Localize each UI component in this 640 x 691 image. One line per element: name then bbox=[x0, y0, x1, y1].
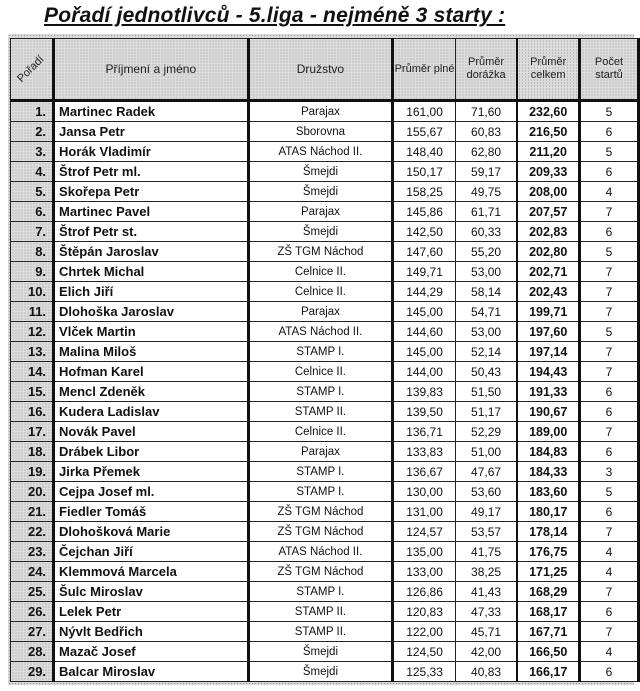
avg-clear-cell: 53,60 bbox=[455, 482, 517, 502]
rank-cell: 23. bbox=[11, 542, 54, 562]
name-cell: Lelek Petr bbox=[54, 602, 248, 622]
avg-full-cell: 122,00 bbox=[393, 622, 455, 642]
avg-total-cell: 184,33 bbox=[517, 462, 579, 482]
name-cell: Štěpán Jaroslav bbox=[54, 242, 248, 262]
avg-total-cell: 202,80 bbox=[517, 242, 579, 262]
rank-cell: 15. bbox=[11, 382, 54, 402]
avg-total-cell: 171,25 bbox=[517, 562, 579, 582]
table-row bbox=[11, 101, 639, 122]
avg-full-cell: 124,50 bbox=[393, 642, 455, 662]
team-cell: STAMP II. bbox=[248, 622, 393, 642]
avg-full-cell: 149,71 bbox=[393, 262, 455, 282]
table-row bbox=[11, 662, 639, 682]
name-cell: Hofman Karel bbox=[54, 362, 248, 382]
starts-cell: 4 bbox=[580, 542, 639, 562]
starts-cell: 6 bbox=[580, 402, 639, 422]
table-row bbox=[11, 222, 639, 242]
name-cell: Kudera Ladislav bbox=[54, 402, 248, 422]
header-name: Příjmení a jméno bbox=[54, 39, 248, 101]
team-cell: Parajax bbox=[248, 442, 393, 462]
avg-full-cell: 147,60 bbox=[393, 242, 455, 262]
name-cell: Štrof Petr st. bbox=[54, 222, 248, 242]
avg-total-cell: 197,60 bbox=[517, 322, 579, 342]
name-cell: Skořepa Petr bbox=[54, 182, 248, 202]
team-cell: Parajax bbox=[248, 202, 393, 222]
avg-full-cell: 139,83 bbox=[393, 382, 455, 402]
ranking-table bbox=[10, 38, 640, 682]
rank-cell: 4. bbox=[11, 162, 54, 182]
table-row bbox=[11, 562, 639, 582]
team-cell: ZŠ TGM Náchod bbox=[248, 562, 393, 582]
avg-total-cell: 168,29 bbox=[517, 582, 579, 602]
table-row bbox=[11, 522, 639, 542]
avg-full-cell: 145,00 bbox=[393, 342, 455, 362]
team-cell: Parajax bbox=[248, 101, 393, 122]
header-avg-total: Průměr celkem bbox=[517, 39, 579, 101]
avg-clear-cell: 38,25 bbox=[455, 562, 517, 582]
team-cell: Parajax bbox=[248, 302, 393, 322]
name-cell: Martinec Radek bbox=[54, 101, 248, 122]
avg-full-cell: 124,57 bbox=[393, 522, 455, 542]
rank-cell: 9. bbox=[11, 262, 54, 282]
rank-cell: 2. bbox=[11, 122, 54, 142]
avg-clear-cell: 45,71 bbox=[455, 622, 517, 642]
avg-full-cell: 133,83 bbox=[393, 442, 455, 462]
starts-cell: 5 bbox=[580, 101, 639, 122]
name-cell: Fiedler Tomáš bbox=[54, 502, 248, 522]
rank-cell: 10. bbox=[11, 282, 54, 302]
starts-cell: 6 bbox=[580, 502, 639, 522]
avg-total-cell: 180,17 bbox=[517, 502, 579, 522]
starts-cell: 4 bbox=[580, 562, 639, 582]
header-avg-clear: Průměr dorážka bbox=[455, 39, 517, 101]
avg-full-cell: 161,00 bbox=[393, 101, 455, 122]
rank-cell: 14. bbox=[11, 362, 54, 382]
avg-total-cell: 194,43 bbox=[517, 362, 579, 382]
avg-total-cell: 202,83 bbox=[517, 222, 579, 242]
team-cell: Šmejdi bbox=[248, 222, 393, 242]
avg-full-cell: 131,00 bbox=[393, 502, 455, 522]
starts-cell: 7 bbox=[580, 302, 639, 322]
rank-cell: 28. bbox=[11, 642, 54, 662]
name-cell: Malina Miloš bbox=[54, 342, 248, 362]
table-row bbox=[11, 622, 639, 642]
team-cell: ATAS Náchod II. bbox=[248, 542, 393, 562]
table-row bbox=[11, 282, 639, 302]
avg-clear-cell: 40,83 bbox=[455, 662, 517, 682]
avg-total-cell: 216,50 bbox=[517, 122, 579, 142]
table-row bbox=[11, 182, 639, 202]
avg-total-cell: 168,17 bbox=[517, 602, 579, 622]
avg-total-cell: 207,57 bbox=[517, 202, 579, 222]
rank-cell: 5. bbox=[11, 182, 54, 202]
name-cell: Jansa Petr bbox=[54, 122, 248, 142]
team-cell: Celnice II. bbox=[248, 422, 393, 442]
avg-full-cell: 120,83 bbox=[393, 602, 455, 622]
table-row bbox=[11, 582, 639, 602]
starts-cell: 6 bbox=[580, 662, 639, 682]
name-cell: Jirka Přemek bbox=[54, 462, 248, 482]
name-cell: Drábek Libor bbox=[54, 442, 248, 462]
team-cell: ZŠ TGM Náchod bbox=[248, 502, 393, 522]
starts-cell: 7 bbox=[580, 622, 639, 642]
rank-cell: 22. bbox=[11, 522, 54, 542]
table-row bbox=[11, 122, 639, 142]
team-cell: STAMP I. bbox=[248, 482, 393, 502]
avg-total-cell: 199,71 bbox=[517, 302, 579, 322]
name-cell: Chrtek Michal bbox=[54, 262, 248, 282]
avg-total-cell: 209,33 bbox=[517, 162, 579, 182]
avg-clear-cell: 51,00 bbox=[455, 442, 517, 462]
avg-clear-cell: 61,71 bbox=[455, 202, 517, 222]
starts-cell: 5 bbox=[580, 142, 639, 162]
avg-full-cell: 144,60 bbox=[393, 322, 455, 342]
starts-cell: 7 bbox=[580, 582, 639, 602]
avg-clear-cell: 55,20 bbox=[455, 242, 517, 262]
starts-cell: 5 bbox=[580, 322, 639, 342]
avg-full-cell: 155,67 bbox=[393, 122, 455, 142]
avg-clear-cell: 59,17 bbox=[455, 162, 517, 182]
rank-cell: 29. bbox=[11, 662, 54, 682]
team-cell: ZŠ TGM Náchod bbox=[248, 242, 393, 262]
avg-clear-cell: 50,43 bbox=[455, 362, 517, 382]
table-row bbox=[11, 642, 639, 662]
avg-total-cell: 189,00 bbox=[517, 422, 579, 442]
name-cell: Nývlt Bedřich bbox=[54, 622, 248, 642]
table-body bbox=[11, 101, 639, 682]
rank-cell: 26. bbox=[11, 602, 54, 622]
team-cell: ZŠ TGM Náchod bbox=[248, 522, 393, 542]
team-cell: STAMP I. bbox=[248, 342, 393, 362]
starts-cell: 7 bbox=[580, 422, 639, 442]
table-row bbox=[11, 302, 639, 322]
avg-full-cell: 126,86 bbox=[393, 582, 455, 602]
name-cell: Klemmová Marcela bbox=[54, 562, 248, 582]
name-cell: Mencl Zdeněk bbox=[54, 382, 248, 402]
table-row bbox=[11, 482, 639, 502]
table-row bbox=[11, 142, 639, 162]
team-cell: STAMP II. bbox=[248, 602, 393, 622]
avg-full-cell: 144,00 bbox=[393, 362, 455, 382]
avg-full-cell: 150,17 bbox=[393, 162, 455, 182]
name-cell: Martinec Pavel bbox=[54, 202, 248, 222]
starts-cell: 3 bbox=[580, 462, 639, 482]
name-cell: Mazač Josef bbox=[54, 642, 248, 662]
starts-cell: 7 bbox=[580, 342, 639, 362]
header-starts: Počet startů bbox=[580, 39, 639, 101]
team-cell: ATAS Náchod II. bbox=[248, 142, 393, 162]
table-row bbox=[11, 362, 639, 382]
avg-total-cell: 176,75 bbox=[517, 542, 579, 562]
rank-cell: 20. bbox=[11, 482, 54, 502]
table-row bbox=[11, 402, 639, 422]
team-cell: Šmejdi bbox=[248, 162, 393, 182]
avg-full-cell: 125,33 bbox=[393, 662, 455, 682]
starts-cell: 7 bbox=[580, 282, 639, 302]
name-cell: Šulc Miroslav bbox=[54, 582, 248, 602]
team-cell: Šmejdi bbox=[248, 182, 393, 202]
team-cell: STAMP I. bbox=[248, 382, 393, 402]
name-cell: Balcar Miroslav bbox=[54, 662, 248, 682]
avg-total-cell: 166,17 bbox=[517, 662, 579, 682]
avg-clear-cell: 58,14 bbox=[455, 282, 517, 302]
avg-total-cell: 167,71 bbox=[517, 622, 579, 642]
table-row bbox=[11, 602, 639, 622]
starts-cell: 6 bbox=[580, 162, 639, 182]
rank-cell: 7. bbox=[11, 222, 54, 242]
team-cell: Sborovna bbox=[248, 122, 393, 142]
starts-cell: 7 bbox=[580, 202, 639, 222]
avg-clear-cell: 51,17 bbox=[455, 402, 517, 422]
avg-full-cell: 136,67 bbox=[393, 462, 455, 482]
rank-cell: 19. bbox=[11, 462, 54, 482]
avg-clear-cell: 53,00 bbox=[455, 322, 517, 342]
name-cell: Štrof Petr ml. bbox=[54, 162, 248, 182]
team-cell: STAMP II. bbox=[248, 402, 393, 422]
rank-cell: 24. bbox=[11, 562, 54, 582]
team-cell: Celnice II. bbox=[248, 362, 393, 382]
avg-clear-cell: 62,80 bbox=[455, 142, 517, 162]
avg-full-cell: 133,00 bbox=[393, 562, 455, 582]
table-row bbox=[11, 162, 639, 182]
header-rank bbox=[11, 39, 54, 101]
table-row bbox=[11, 342, 639, 362]
rank-cell: 16. bbox=[11, 402, 54, 422]
avg-clear-cell: 60,33 bbox=[455, 222, 517, 242]
avg-full-cell: 142,50 bbox=[393, 222, 455, 242]
starts-cell: 5 bbox=[580, 242, 639, 262]
name-cell: Cejpa Josef ml. bbox=[54, 482, 248, 502]
table-row bbox=[11, 202, 639, 222]
avg-full-cell: 148,40 bbox=[393, 142, 455, 162]
avg-clear-cell: 54,71 bbox=[455, 302, 517, 322]
avg-total-cell: 178,14 bbox=[517, 522, 579, 542]
name-cell: Dlohoška Jaroslav bbox=[54, 302, 248, 322]
team-cell: Celnice II. bbox=[248, 262, 393, 282]
header-avg-full: Průměr plné bbox=[393, 39, 455, 101]
avg-clear-cell: 53,00 bbox=[455, 262, 517, 282]
avg-total-cell: 232,60 bbox=[517, 101, 579, 122]
avg-clear-cell: 49,17 bbox=[455, 502, 517, 522]
rank-cell: 1. bbox=[11, 101, 54, 122]
starts-cell: 4 bbox=[580, 182, 639, 202]
avg-total-cell: 184,83 bbox=[517, 442, 579, 462]
starts-cell: 6 bbox=[580, 122, 639, 142]
team-cell: STAMP I. bbox=[248, 462, 393, 482]
table-row bbox=[11, 502, 639, 522]
starts-cell: 7 bbox=[580, 362, 639, 382]
page-title: Pořadí jednotlivců - 5.liga - nejméně 3 starty : bbox=[44, 4, 506, 27]
table-row bbox=[11, 462, 639, 482]
avg-clear-cell: 51,50 bbox=[455, 382, 517, 402]
name-cell: Vlček Martin bbox=[54, 322, 248, 342]
avg-total-cell: 202,71 bbox=[517, 262, 579, 282]
rank-cell: 18. bbox=[11, 442, 54, 462]
rank-cell: 27. bbox=[11, 622, 54, 642]
avg-full-cell: 145,00 bbox=[393, 302, 455, 322]
avg-total-cell: 208,00 bbox=[517, 182, 579, 202]
rank-cell: 21. bbox=[11, 502, 54, 522]
rank-cell: 8. bbox=[11, 242, 54, 262]
team-cell: STAMP I. bbox=[248, 582, 393, 602]
avg-total-cell: 183,60 bbox=[517, 482, 579, 502]
rank-cell: 25. bbox=[11, 582, 54, 602]
avg-full-cell: 145,86 bbox=[393, 202, 455, 222]
starts-cell: 6 bbox=[580, 222, 639, 242]
starts-cell: 7 bbox=[580, 522, 639, 542]
avg-total-cell: 191,33 bbox=[517, 382, 579, 402]
team-cell: Šmejdi bbox=[248, 642, 393, 662]
avg-clear-cell: 47,67 bbox=[455, 462, 517, 482]
starts-cell: 5 bbox=[580, 482, 639, 502]
avg-total-cell: 197,14 bbox=[517, 342, 579, 362]
starts-cell: 6 bbox=[580, 442, 639, 462]
table-row bbox=[11, 242, 639, 262]
table-row bbox=[11, 542, 639, 562]
rank-cell: 6. bbox=[11, 202, 54, 222]
avg-full-cell: 139,50 bbox=[393, 402, 455, 422]
rank-cell: 11. bbox=[11, 302, 54, 322]
avg-clear-cell: 71,60 bbox=[455, 101, 517, 122]
team-cell: Celnice II. bbox=[248, 282, 393, 302]
header-team: Družstvo bbox=[248, 39, 393, 101]
avg-clear-cell: 53,57 bbox=[455, 522, 517, 542]
table-row bbox=[11, 322, 639, 342]
table-row bbox=[11, 262, 639, 282]
avg-clear-cell: 52,29 bbox=[455, 422, 517, 442]
avg-clear-cell: 41,43 bbox=[455, 582, 517, 602]
avg-clear-cell: 41,75 bbox=[455, 542, 517, 562]
rank-cell: 13. bbox=[11, 342, 54, 362]
rank-cell: 12. bbox=[11, 322, 54, 342]
avg-full-cell: 144,29 bbox=[393, 282, 455, 302]
avg-clear-cell: 42,00 bbox=[455, 642, 517, 662]
name-cell: Čejchan Jiří bbox=[54, 542, 248, 562]
avg-total-cell: 166,50 bbox=[517, 642, 579, 662]
rank-cell: 3. bbox=[11, 142, 54, 162]
avg-total-cell: 190,67 bbox=[517, 402, 579, 422]
name-cell: Novák Pavel bbox=[54, 422, 248, 442]
table-row bbox=[11, 382, 639, 402]
starts-cell: 6 bbox=[580, 602, 639, 622]
starts-cell: 7 bbox=[580, 262, 639, 282]
avg-full-cell: 130,00 bbox=[393, 482, 455, 502]
name-cell: Horák Vladimír bbox=[54, 142, 248, 162]
table-row bbox=[11, 442, 639, 462]
starts-cell: 4 bbox=[580, 642, 639, 662]
header-rank-label: Pořadí bbox=[15, 52, 47, 85]
avg-clear-cell: 47,33 bbox=[455, 602, 517, 622]
avg-clear-cell: 60,83 bbox=[455, 122, 517, 142]
avg-full-cell: 136,71 bbox=[393, 422, 455, 442]
team-cell: ATAS Náchod II. bbox=[248, 322, 393, 342]
avg-full-cell: 158,25 bbox=[393, 182, 455, 202]
avg-clear-cell: 52,14 bbox=[455, 342, 517, 362]
name-cell: Dlohošková Marie bbox=[54, 522, 248, 542]
starts-cell: 6 bbox=[580, 382, 639, 402]
avg-full-cell: 135,00 bbox=[393, 542, 455, 562]
header-row bbox=[11, 39, 639, 101]
avg-total-cell: 202,43 bbox=[517, 282, 579, 302]
rank-cell: 17. bbox=[11, 422, 54, 442]
name-cell: Elich Jiří bbox=[54, 282, 248, 302]
team-cell: Šmejdi bbox=[248, 662, 393, 682]
avg-clear-cell: 49,75 bbox=[455, 182, 517, 202]
table-row bbox=[11, 422, 639, 442]
avg-total-cell: 211,20 bbox=[517, 142, 579, 162]
